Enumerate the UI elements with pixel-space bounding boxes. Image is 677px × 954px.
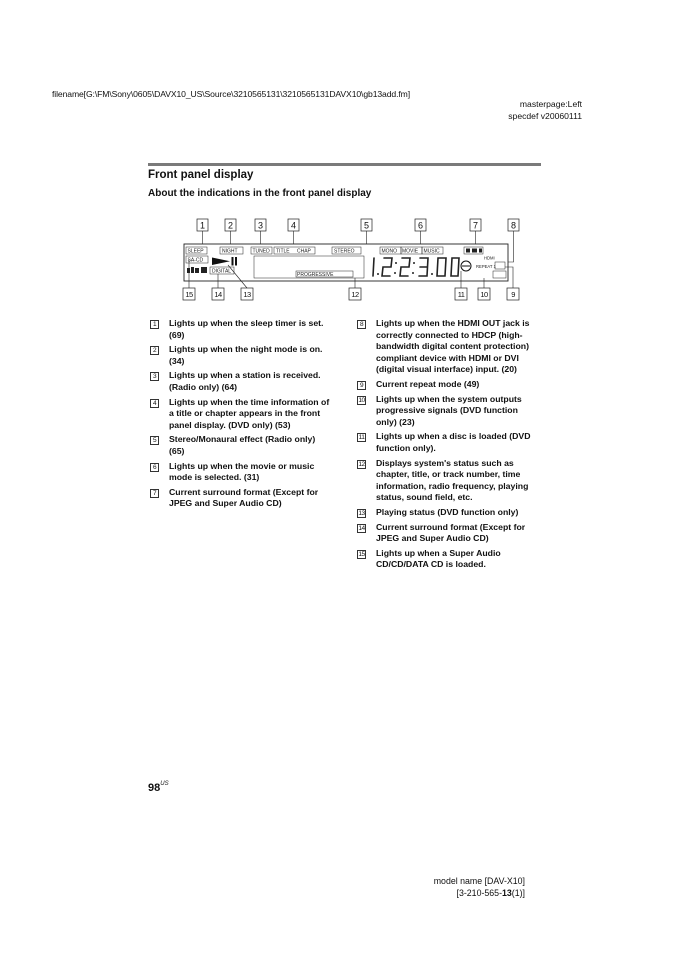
list-item xyxy=(148,461,333,484)
item-text: Lights up when the system outputs progressive signals (DVD function only) (23) xyxy=(376,393,522,427)
repeat-label: REPEAT 1 xyxy=(476,264,496,269)
callout-5: 5 xyxy=(363,220,370,231)
callout-6: 6 xyxy=(417,220,424,231)
callout-4: 4 xyxy=(290,220,297,231)
item-text: Lights up when a disc is loaded (DVD function only). xyxy=(376,431,531,453)
item-number: 3 xyxy=(150,372,159,381)
callout-11: 11 xyxy=(457,290,465,299)
title-label: TITLE xyxy=(276,248,290,255)
indications-list-left xyxy=(148,318,333,513)
item-number: 6 xyxy=(150,463,159,472)
part-code-suffix: (1)] xyxy=(511,888,525,898)
callout-13: 13 xyxy=(243,290,251,299)
hdmi-label: HDMI xyxy=(484,255,495,261)
front-panel-diagram xyxy=(170,210,530,310)
list-item xyxy=(148,318,333,341)
page-number xyxy=(148,782,169,794)
item-text: Current surround format (Except for JPEG and Super Audio CD) xyxy=(376,521,526,544)
list-item xyxy=(355,458,540,504)
item-text: Current repeat mode (49) xyxy=(376,378,480,389)
specdef-label: specdef v20060111 xyxy=(508,111,582,121)
list-item xyxy=(148,397,333,432)
tuned-label: TUNED xyxy=(252,248,270,255)
list-item xyxy=(355,548,540,571)
list-item xyxy=(148,370,333,393)
item-number: 5 xyxy=(150,436,159,445)
page-number-suffix: US xyxy=(160,781,169,787)
list-item xyxy=(355,394,540,429)
part-code xyxy=(457,888,525,898)
item-number: 13 xyxy=(358,509,365,517)
item-text: Lights up when the time information of a title or chapter appears in the front panel display. (DVD only) (53) xyxy=(169,396,330,430)
part-code-bold: 13 xyxy=(502,888,512,898)
item-text: Lights up when the movie or music mode is selected. (31) xyxy=(169,460,315,483)
list-item xyxy=(355,507,540,519)
item-number: 1 xyxy=(150,320,159,329)
chap-label: CHAP xyxy=(297,248,311,255)
movie-label: MOVIE xyxy=(402,248,419,255)
night-label: NIGHT xyxy=(222,248,238,255)
item-text: Lights up when the night mode is on. (34) xyxy=(169,344,323,366)
item-text: Displays system's status such as chapter, title, or track number, time information, radio frequency, playing status, sound field, etc. xyxy=(376,457,529,503)
list-item xyxy=(148,434,333,457)
list-item xyxy=(355,379,540,391)
callout-3: 3 xyxy=(257,220,264,231)
model-name: model name [DAV-X10] xyxy=(433,876,525,886)
item-number: 2 xyxy=(150,346,159,355)
callout-15: 15 xyxy=(185,290,193,299)
digital-label: DIGITAL xyxy=(212,268,232,275)
item-number: 14 xyxy=(358,524,365,532)
item-number: 11 xyxy=(358,434,365,442)
mono-label: MONO xyxy=(381,248,398,255)
item-number: 15 xyxy=(358,550,365,558)
item-number: 9 xyxy=(357,381,366,390)
callout-9: 9 xyxy=(511,290,515,299)
item-text: Stereo/Monaural effect (Radio only) (65) xyxy=(169,434,316,456)
progressive-label: PROGRESSIVE xyxy=(297,272,334,278)
item-number: 10 xyxy=(358,396,365,404)
masterpage-label: masterpage:Left xyxy=(519,99,582,109)
item-text: Playing status (DVD function only) xyxy=(376,506,519,517)
callouts-top xyxy=(197,219,519,231)
item-text: Lights up when the HDMI OUT jack is correctly connected to HDCP (high-bandwidth digital content protection) compliant device with HDMI or DVI (digital visual interface) input. (20) xyxy=(376,318,530,375)
item-text: Lights up when the sleep timer is set. (69) xyxy=(169,318,324,340)
item-number: 4 xyxy=(150,399,159,408)
callout-1: 1 xyxy=(199,220,206,231)
callout-10: 10 xyxy=(480,290,488,299)
part-code-prefix: [3-210-565- xyxy=(456,888,502,898)
item-text: Lights up when a Super Audio CD/CD/DATA CD is loaded. xyxy=(376,547,501,570)
sacd-label: SA-CD xyxy=(187,257,204,264)
callout-14: 14 xyxy=(214,290,222,299)
filename-header: filename[G:\FM\Sony\0605\DAVX10_US\Source\3210565131\3210565131DAVX10\gb13add.fm] xyxy=(52,89,411,99)
list-item xyxy=(355,431,540,454)
callout-7: 7 xyxy=(472,220,479,231)
list-item xyxy=(355,318,540,376)
indications-list-right xyxy=(355,318,540,574)
section-rule xyxy=(148,163,541,166)
stereo-label: STEREO xyxy=(334,248,355,255)
section-subtitle: About the indications in the front panel display xyxy=(148,188,372,199)
item-number: 8 xyxy=(357,320,366,329)
sleep-label: SLEEP xyxy=(187,248,204,255)
callout-2: 2 xyxy=(227,220,234,231)
list-item xyxy=(355,522,540,545)
item-text: Current surround format (Except for JPEG and Super Audio CD) xyxy=(169,486,319,509)
item-number: 7 xyxy=(150,489,159,498)
list-item xyxy=(148,344,333,367)
callout-12: 12 xyxy=(351,290,359,299)
list-item xyxy=(148,487,333,510)
callout-8: 8 xyxy=(510,220,517,231)
item-number: 12 xyxy=(358,460,365,468)
item-text: Lights up when a station is received. (Radio only) (64) xyxy=(169,370,321,392)
music-label: MUSIC xyxy=(423,248,440,255)
section-title: Front panel display xyxy=(148,169,254,181)
page-number-value: 98 xyxy=(148,782,161,794)
